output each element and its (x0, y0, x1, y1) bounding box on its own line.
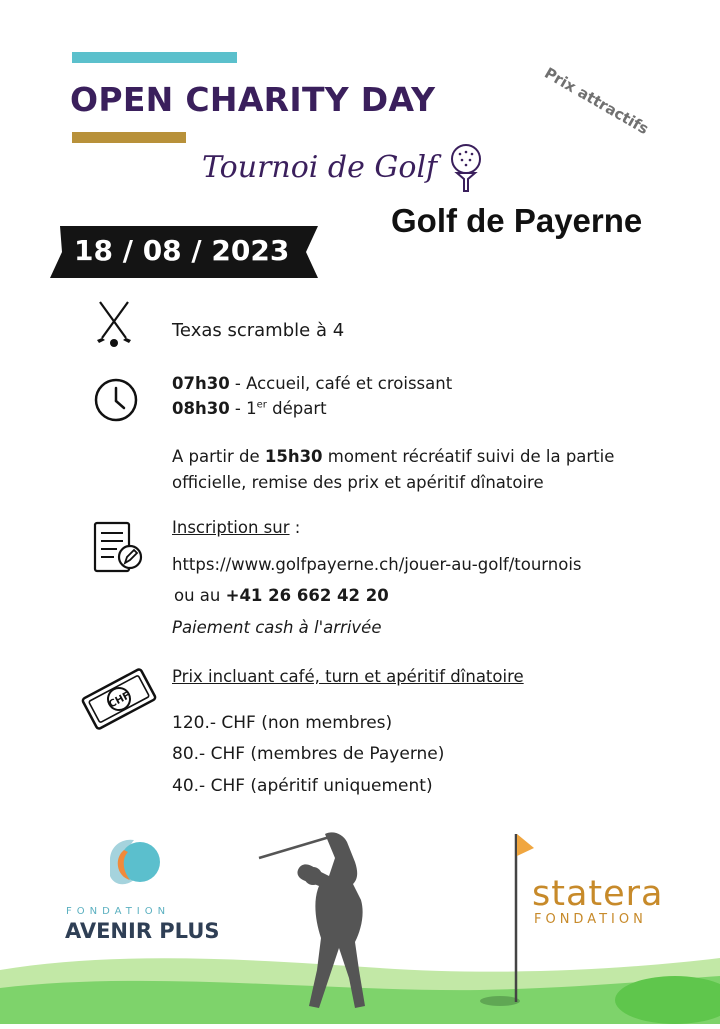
golfer-silhouette (255, 830, 385, 1015)
evening-time: 15h30 (264, 447, 323, 466)
phone-prefix: ou au (174, 586, 226, 605)
venue-name: Golf de Payerne (391, 202, 643, 239)
price-item: 80.- CHF (membres de Payerne) (172, 744, 445, 764)
welcome-text: - Accueil, café et croissant (229, 374, 453, 393)
price-item: 120.- CHF (non membres) (172, 713, 393, 733)
start-text: départ (266, 399, 327, 418)
registration-label-line (172, 518, 300, 537)
format-text: Texas scramble à 4 (172, 320, 345, 341)
statera-fondation-label: FONDATION (534, 912, 647, 927)
registration-url[interactable]: https://www.golfpayerne.ch/jouer-au-golf/tournois (172, 555, 582, 574)
avenir-fondation-label: FONDATION (66, 906, 171, 917)
payment-note: Paiement cash à l'arrivée (172, 618, 382, 637)
chf-banknote-icon (80, 666, 158, 737)
start-sep: - 1 (229, 399, 257, 418)
clock-icon (93, 377, 139, 428)
date-banner (50, 226, 318, 278)
welcome-time: 07h30 (172, 374, 230, 393)
banknote-label: CHF (107, 690, 133, 711)
teal-accent-bar (72, 52, 237, 63)
schedule-line-welcome (172, 374, 452, 393)
tournament-subtitle: Tournoi de Golf (202, 150, 438, 185)
registration-label: Inscription sur (172, 518, 290, 537)
avenir-plus-logo-icon (104, 836, 168, 903)
evening-prefix: A partir de (172, 447, 265, 466)
gold-accent-bar (72, 132, 186, 143)
golf-ball-tee-icon (449, 143, 483, 198)
phone-number[interactable]: +41 26 662 42 20 (225, 586, 389, 605)
page-title: OPEN CHARITY DAY (70, 80, 436, 119)
avenir-plus-name: AVENIR PLUS (65, 919, 220, 943)
start-time: 08h30 (172, 399, 230, 418)
evening-suffix: moment récréatif suivi de la partie (322, 447, 615, 466)
schedule-line-start (172, 399, 327, 418)
pricing-heading: Prix incluant café, turn et apéritif dînatoire (172, 667, 524, 686)
start-sup: er (256, 399, 267, 411)
event-date: 18 / 08 / 2023 (74, 234, 290, 267)
form-icon (92, 520, 146, 581)
registration-colon: : (289, 518, 301, 537)
prize-badge: Prix attractifs (541, 63, 652, 139)
statera-logo-text: statera (532, 874, 664, 914)
price-item: 40.- CHF (apéritif uniquement) (172, 776, 433, 796)
evening-line-1 (172, 447, 614, 466)
evening-line-2: officielle, remise des prix et apéritif dînatoire (172, 473, 544, 492)
registration-phone-line (174, 586, 389, 605)
golf-clubs-icon (92, 298, 136, 353)
